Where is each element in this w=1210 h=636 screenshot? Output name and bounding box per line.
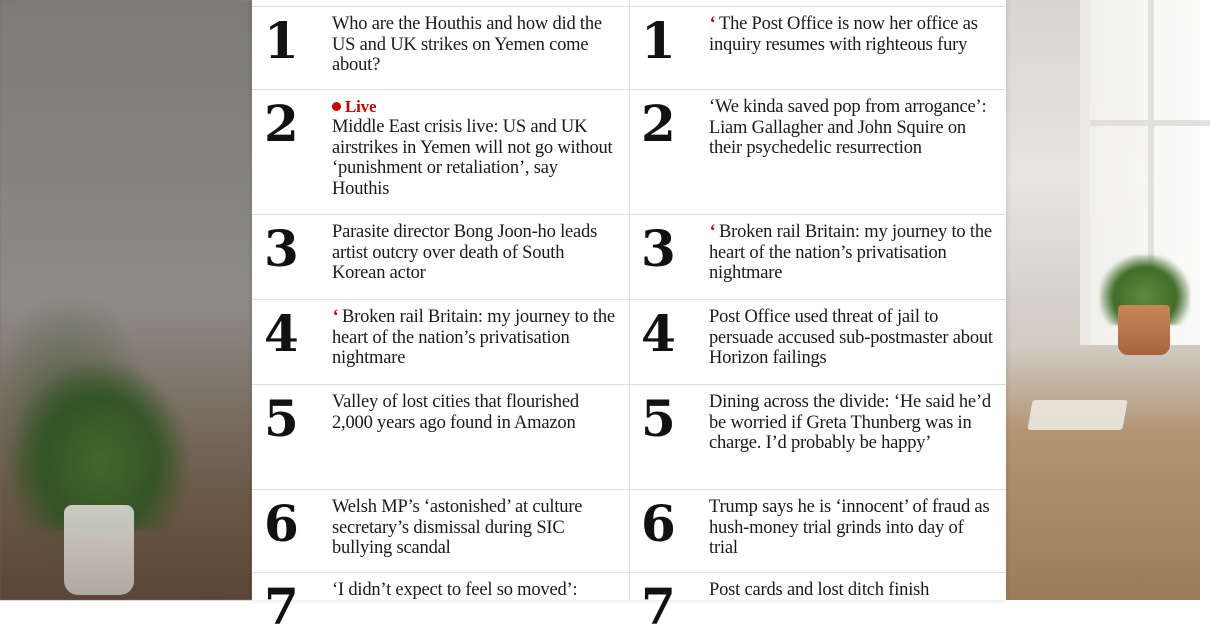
- list-item[interactable]: [629, 572, 1006, 636]
- live-dot-icon: [332, 102, 341, 111]
- rank-number: 3: [641, 219, 676, 278]
- list-item[interactable]: [252, 384, 629, 489]
- rank-number: 1: [641, 11, 676, 70]
- headline-link[interactable]: [709, 14, 994, 55]
- headline-link[interactable]: [709, 222, 994, 284]
- rank-number: 4: [641, 304, 676, 363]
- list-item[interactable]: [252, 299, 629, 384]
- headline-text: Broken rail Britain: my journey to the heart of the nation’s privatisation nightmare: [709, 222, 992, 283]
- headline-link[interactable]: [332, 497, 617, 559]
- rank-number: 5: [641, 389, 676, 448]
- headline-link[interactable]: [332, 97, 617, 199]
- list-item[interactable]: [252, 89, 629, 214]
- headline-text: ‘I didn’t expect to feel so moved’:: [332, 580, 578, 600]
- plant-pot-left: [64, 505, 134, 595]
- most-viewed-right-column: [629, 0, 1006, 636]
- list-item[interactable]: [629, 384, 1006, 489]
- live-badge: [332, 97, 617, 117]
- most-viewed-left-column: [252, 0, 630, 636]
- headline-text: Post Office used threat of jail to persuade accused sub-postmaster about Horizon failings: [709, 307, 993, 368]
- rank-number: 4: [264, 304, 299, 363]
- headline-text: Parasite director Bong Joon-ho leads artist outcry over death of South Korean actor: [332, 222, 598, 283]
- most-viewed-panel: [252, 0, 1006, 636]
- list-item[interactable]: [252, 572, 629, 636]
- rank-number: 6: [641, 494, 676, 553]
- list-item[interactable]: [629, 299, 1006, 384]
- plant-pot-right: [1118, 305, 1170, 355]
- rank-number: 1: [264, 11, 299, 70]
- list-item[interactable]: [252, 6, 629, 89]
- rank-number: 7: [264, 577, 299, 636]
- headline-link[interactable]: [332, 14, 617, 76]
- rank-number: 7: [641, 577, 676, 636]
- rank-number: 2: [641, 94, 676, 153]
- list-item[interactable]: [252, 489, 629, 572]
- headline-link[interactable]: [709, 497, 994, 559]
- headline-text: Valley of lost cities that flourished 2,000 years ago found in Amazon: [332, 392, 579, 433]
- list-item[interactable]: [629, 6, 1006, 89]
- quote-icon: ‘: [709, 14, 715, 34]
- live-label-text: Live: [345, 97, 377, 116]
- headline-link[interactable]: [332, 222, 617, 284]
- headline-text: Who are the Houthis and how did the US and UK strikes on Yemen come about?: [332, 14, 602, 75]
- headline-text: ‘We kinda saved pop from arrogance’: Liam Gallagher and John Squire on their psychedelic resurrection: [709, 97, 987, 158]
- list-item[interactable]: [252, 214, 629, 299]
- headline-link[interactable]: [709, 580, 994, 601]
- quote-icon: ‘: [709, 222, 715, 242]
- headline-text: Middle East crisis live: US and UK airstrikes in Yemen will not go without ‘punishment or retaliation’, say Houthis: [332, 117, 613, 199]
- rank-number: 3: [264, 219, 299, 278]
- list-item[interactable]: [629, 89, 1006, 214]
- headline-link[interactable]: [709, 307, 994, 369]
- headline-link[interactable]: [709, 97, 994, 159]
- book: [1027, 400, 1127, 430]
- list-item[interactable]: [629, 489, 1006, 572]
- rank-number: 5: [264, 389, 299, 448]
- headline-link[interactable]: [332, 580, 617, 601]
- rank-number: 6: [264, 494, 299, 553]
- headline-text: Trump says he is ‘innocent’ of fraud as hush-money trial grinds into day of trial: [709, 497, 990, 558]
- headline-link[interactable]: [709, 392, 994, 454]
- headline-link[interactable]: [332, 392, 617, 433]
- headline-link[interactable]: [332, 307, 617, 369]
- headline-text: Post cards and lost ditch finish: [709, 580, 930, 600]
- headline-text: Broken rail Britain: my journey to the heart of the nation’s privatisation nightmare: [332, 307, 615, 368]
- headline-text: Welsh MP’s ‘astonished’ at culture secretary’s dismissal during SIC bullying scandal: [332, 497, 583, 558]
- rank-number: 2: [264, 94, 299, 153]
- quote-icon: ‘: [332, 307, 338, 327]
- headline-text: Dining across the divide: ‘He said he’d be worried if Greta Thunberg was in charge. I’d probably be happy’: [709, 392, 991, 453]
- list-item[interactable]: [629, 214, 1006, 299]
- headline-text: The Post Office is now her office as inquiry resumes with righteous fury: [709, 14, 978, 55]
- window-frame-horizontal: [1090, 120, 1210, 126]
